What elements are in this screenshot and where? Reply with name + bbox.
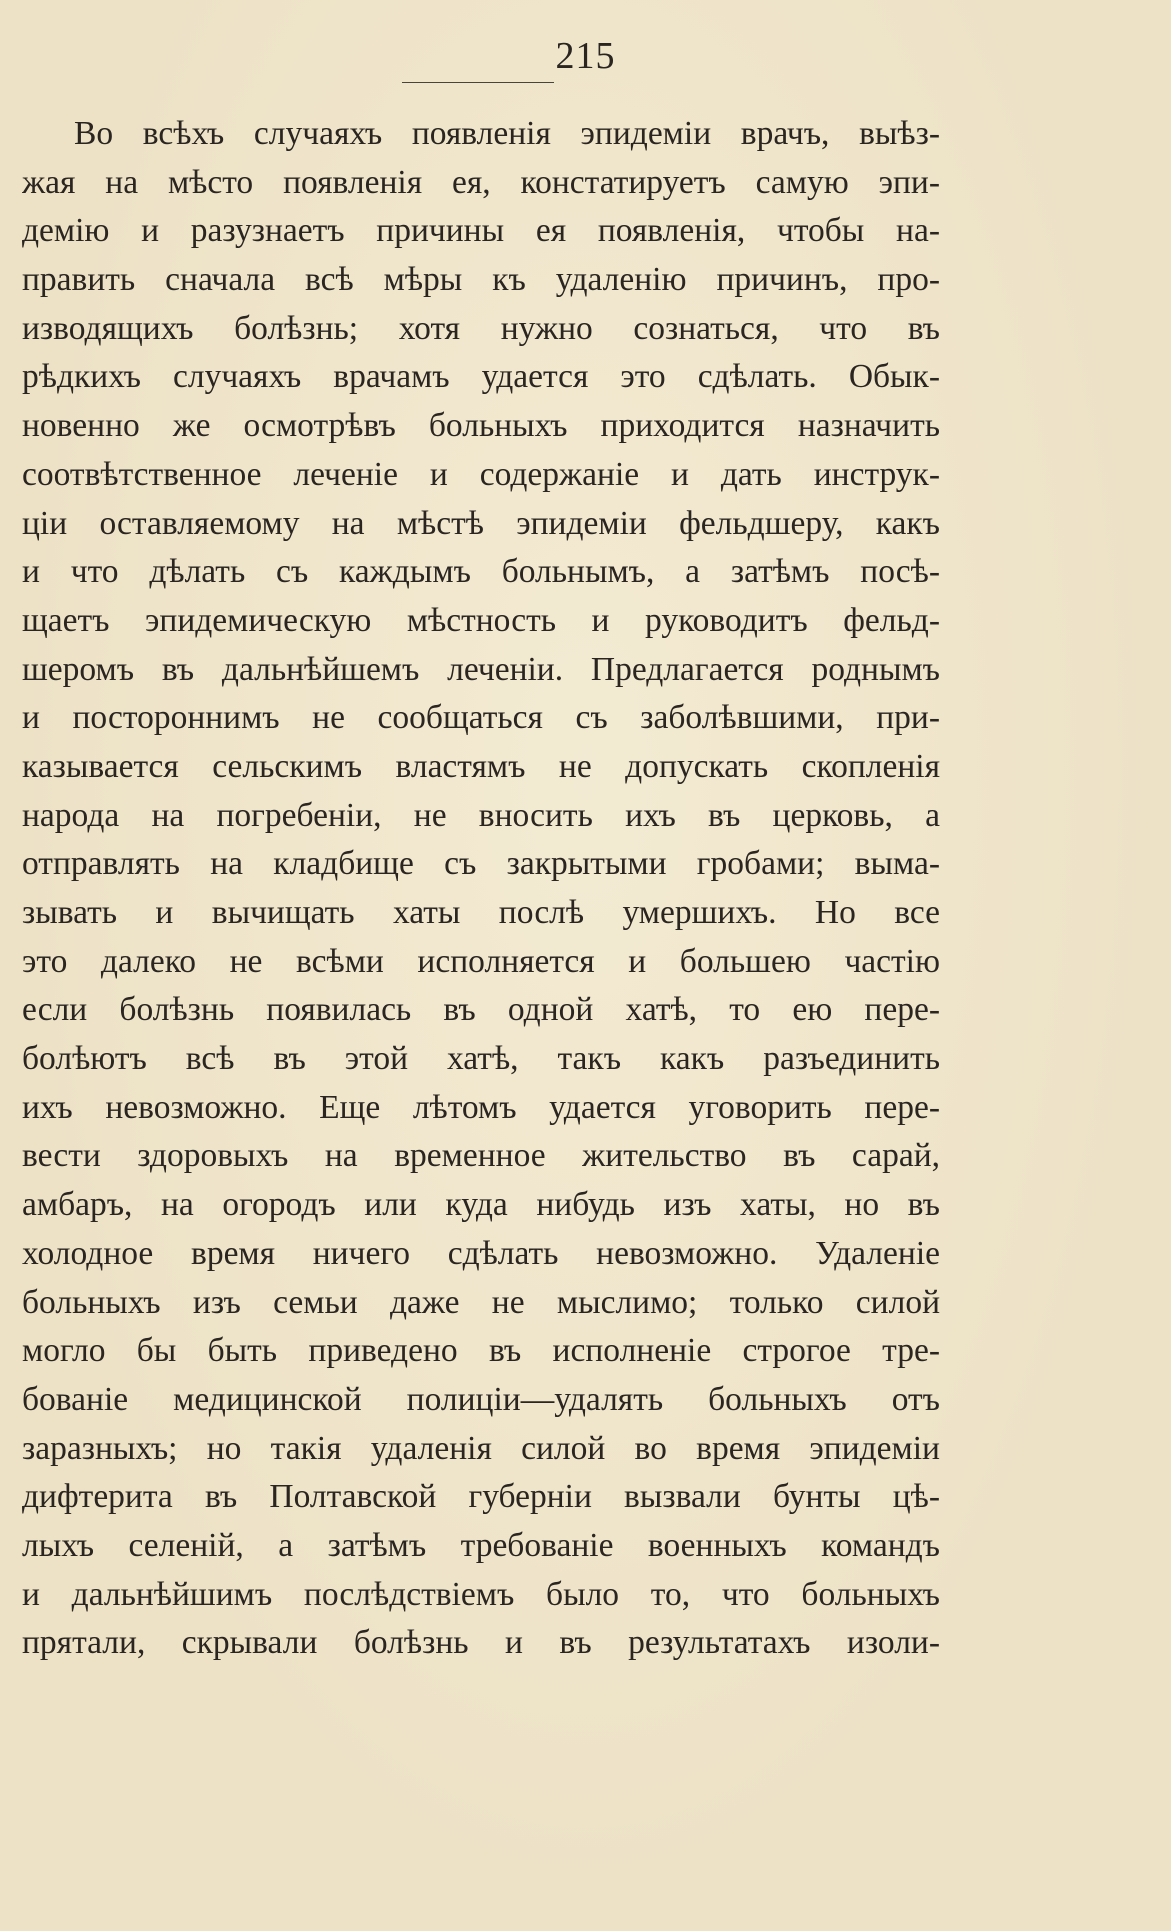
text-line: могло бы быть приведено въ исполненіе строгое тре- [22, 1332, 940, 1370]
text-line: вести здоровыхъ на временное жительство въ сарай, [22, 1137, 940, 1175]
text-line: щаетъ эпидемическую мѣстность и руководитъ фельд- [22, 601, 940, 639]
text-line: больныхъ изъ семьи даже не мыслимо; только силой [22, 1283, 940, 1321]
page-number: 215 [555, 35, 616, 77]
text-line: жая на мѣсто появленія ея, констатируетъ самую эпи- [22, 163, 940, 201]
text-line: новенно же осмотрѣвъ больныхъ приходится назначить [22, 407, 940, 445]
text-line: лыхъ селеній, а затѣмъ требованіе военныхъ командъ [22, 1526, 940, 1564]
text-line: ціи оставляемому на мѣстѣ эпидеміи фельдшеру, какъ [22, 504, 940, 542]
text-line: демію и разузнаетъ причины ея появленія, чтобы на- [22, 212, 940, 250]
text-line: это далеко не всѣми исполняется и большею частію [22, 942, 940, 980]
text-line: прятали, скрывали болѣзнь и въ результатахъ изоли- [22, 1624, 940, 1662]
text-line: изводящихъ болѣзнь; хотя нужно сознаться, что въ [22, 309, 940, 347]
text-line: и дальнѣйшимъ послѣдствіемъ было то, что больныхъ [22, 1575, 940, 1613]
text-line: и что дѣлать съ каждымъ больнымъ, а затѣмъ посѣ- [22, 553, 940, 591]
body-text [22, 110, 940, 1668]
text-line: казывается сельскимъ властямъ не допускать скопленія [22, 747, 940, 785]
page-number-rule [402, 82, 554, 83]
text-line: зывать и вычищать хаты послѣ умершихъ. Но все [22, 894, 940, 931]
text-line: дифтерита въ Полтавской губерніи вызвали бунты цѣ- [22, 1478, 940, 1516]
text-line: соотвѣтственное леченіе и содержаніе и дать инструк- [22, 455, 940, 493]
text-line: амбаръ, на огородъ или куда нибудь изъ хаты, но въ [22, 1186, 940, 1224]
text-line: шеромъ въ дальнѣйшемъ леченіи. Предлагается роднымъ [22, 650, 940, 688]
text-line: править сначала всѣ мѣры къ удаленію причинъ, про- [22, 261, 940, 299]
text-line: заразныхъ; но такія удаленія силой во время эпидеміи [22, 1429, 940, 1467]
text-line: холодное время ничего сдѣлать невозможно. Удаленіе [22, 1234, 940, 1272]
text-line: если болѣзнь появилась въ одной хатѣ, то ею пере- [22, 991, 940, 1029]
text-line: и постороннимъ не сообщаться съ заболѣвшими, при- [22, 699, 940, 737]
text-line: народа на погребеніи, не вносить ихъ въ церковь, а [22, 796, 940, 834]
text-line: отправлять на кладбище съ закрытыми гробами; выма- [22, 845, 940, 883]
text-line: болѣютъ всѣ въ этой хатѣ, такъ какъ разъединить [22, 1040, 940, 1078]
text-line: рѣдкихъ случаяхъ врачамъ удается это сдѣлать. Обык- [22, 358, 940, 396]
text-line: ихъ невозможно. Еще лѣтомъ удается уговорить пере- [22, 1088, 940, 1126]
text-line: Во всѣхъ случаяхъ появленія эпидеміи врачъ, выѣз- [74, 115, 940, 152]
text-line: бованіе медицинской полиціи—удалять больныхъ отъ [22, 1380, 940, 1418]
